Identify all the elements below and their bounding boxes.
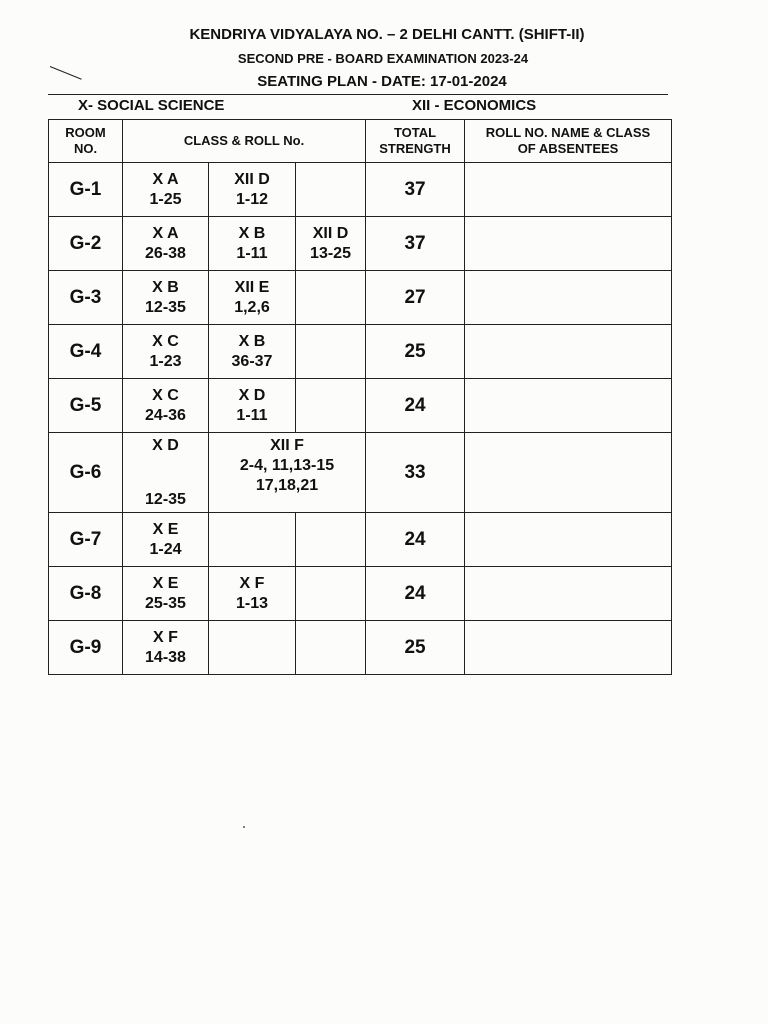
header-absentees: ROLL NO. NAME & CLASS OF ABSENTEES xyxy=(465,120,672,163)
class-roll-cell: X D 12-35 xyxy=(123,433,209,513)
room-cell: G-5 xyxy=(49,379,123,433)
total-cell: 24 xyxy=(366,379,465,433)
table-row xyxy=(49,271,672,325)
room-cell: G-6 xyxy=(49,433,123,513)
absentees-cell xyxy=(465,379,672,433)
room-cell: G-1 xyxy=(49,163,123,217)
total-cell: 27 xyxy=(366,271,465,325)
table-row xyxy=(49,217,672,271)
absentees-cell xyxy=(465,217,672,271)
header-room-no: ROOM NO. xyxy=(49,120,123,163)
class-roll-cell: X A 26-38 xyxy=(123,217,209,271)
class-roll-cell: X E 25-35 xyxy=(123,567,209,621)
class-roll-cell: X C 1-23 xyxy=(123,325,209,379)
class-roll-cell xyxy=(296,567,366,621)
absentees-cell xyxy=(465,325,672,379)
class-roll-cell: XII D 13-25 xyxy=(296,217,366,271)
class-roll-cell xyxy=(296,621,366,675)
header-total-strength: TOTAL STRENGTH xyxy=(366,120,465,163)
room-cell: G-7 xyxy=(49,513,123,567)
class-roll-cell: X E 1-24 xyxy=(123,513,209,567)
total-cell: 37 xyxy=(366,163,465,217)
absentees-cell xyxy=(465,513,672,567)
room-cell: G-3 xyxy=(49,271,123,325)
paper-speck xyxy=(243,826,245,828)
class-roll-cell: XII E 1,2,6 xyxy=(209,271,296,325)
class-roll-cell xyxy=(209,513,296,567)
table-row xyxy=(49,325,672,379)
room-cell: G-2 xyxy=(49,217,123,271)
class-roll-cell xyxy=(296,271,366,325)
header-rule xyxy=(48,94,668,95)
absentees-cell xyxy=(465,271,672,325)
class-roll-cell-merged: XII F 2-4, 11,13-15 17,18,21 xyxy=(209,433,366,513)
class-roll-cell: X A 1-25 xyxy=(123,163,209,217)
class-roll-cell: X D 1-11 xyxy=(209,379,296,433)
total-cell: 24 xyxy=(366,567,465,621)
table-header-row xyxy=(49,120,672,163)
class-roll-cell: X F 14-38 xyxy=(123,621,209,675)
table-row xyxy=(49,433,672,513)
table-row xyxy=(49,621,672,675)
class-roll-cell: X B 36-37 xyxy=(209,325,296,379)
class-roll-cell xyxy=(296,379,366,433)
class-roll-cell: X B 12-35 xyxy=(123,271,209,325)
table-row xyxy=(49,379,672,433)
total-cell: 24 xyxy=(366,513,465,567)
absentees-cell xyxy=(465,433,672,513)
class-roll-cell xyxy=(209,621,296,675)
school-title: KENDRIYA VIDYALAYA NO. – 2 DELHI CANTT. (SHIFT-II) xyxy=(189,26,585,43)
absentees-cell xyxy=(465,567,672,621)
total-cell: 25 xyxy=(366,325,465,379)
room-cell: G-4 xyxy=(49,325,123,379)
header-class-roll: CLASS & ROLL No. xyxy=(123,120,366,163)
total-cell: 25 xyxy=(366,621,465,675)
exam-title: SECOND PRE - BOARD EXAMINATION 2023-24 xyxy=(237,51,529,66)
table-row xyxy=(49,567,672,621)
subject-left: X- SOCIAL SCIENCE xyxy=(78,97,225,114)
room-cell: G-9 xyxy=(49,621,123,675)
class-roll-cell xyxy=(296,513,366,567)
seating-plan-table xyxy=(48,119,672,675)
table-row xyxy=(49,163,672,217)
room-cell: G-8 xyxy=(49,567,123,621)
class-roll-cell xyxy=(296,163,366,217)
class-roll-cell: X C 24-36 xyxy=(123,379,209,433)
class-roll-cell xyxy=(296,325,366,379)
plan-date-title: SEATING PLAN - DATE: 17-01-2024 xyxy=(257,73,507,90)
absentees-cell xyxy=(465,163,672,217)
total-cell: 37 xyxy=(366,217,465,271)
subject-right: XII - ECONOMICS xyxy=(412,97,537,114)
class-roll-cell: X B 1-11 xyxy=(209,217,296,271)
class-roll-cell: X F 1-13 xyxy=(209,567,296,621)
absentees-cell xyxy=(465,621,672,675)
table-row xyxy=(49,513,672,567)
total-cell: 33 xyxy=(366,433,465,513)
class-roll-cell: XII D 1-12 xyxy=(209,163,296,217)
